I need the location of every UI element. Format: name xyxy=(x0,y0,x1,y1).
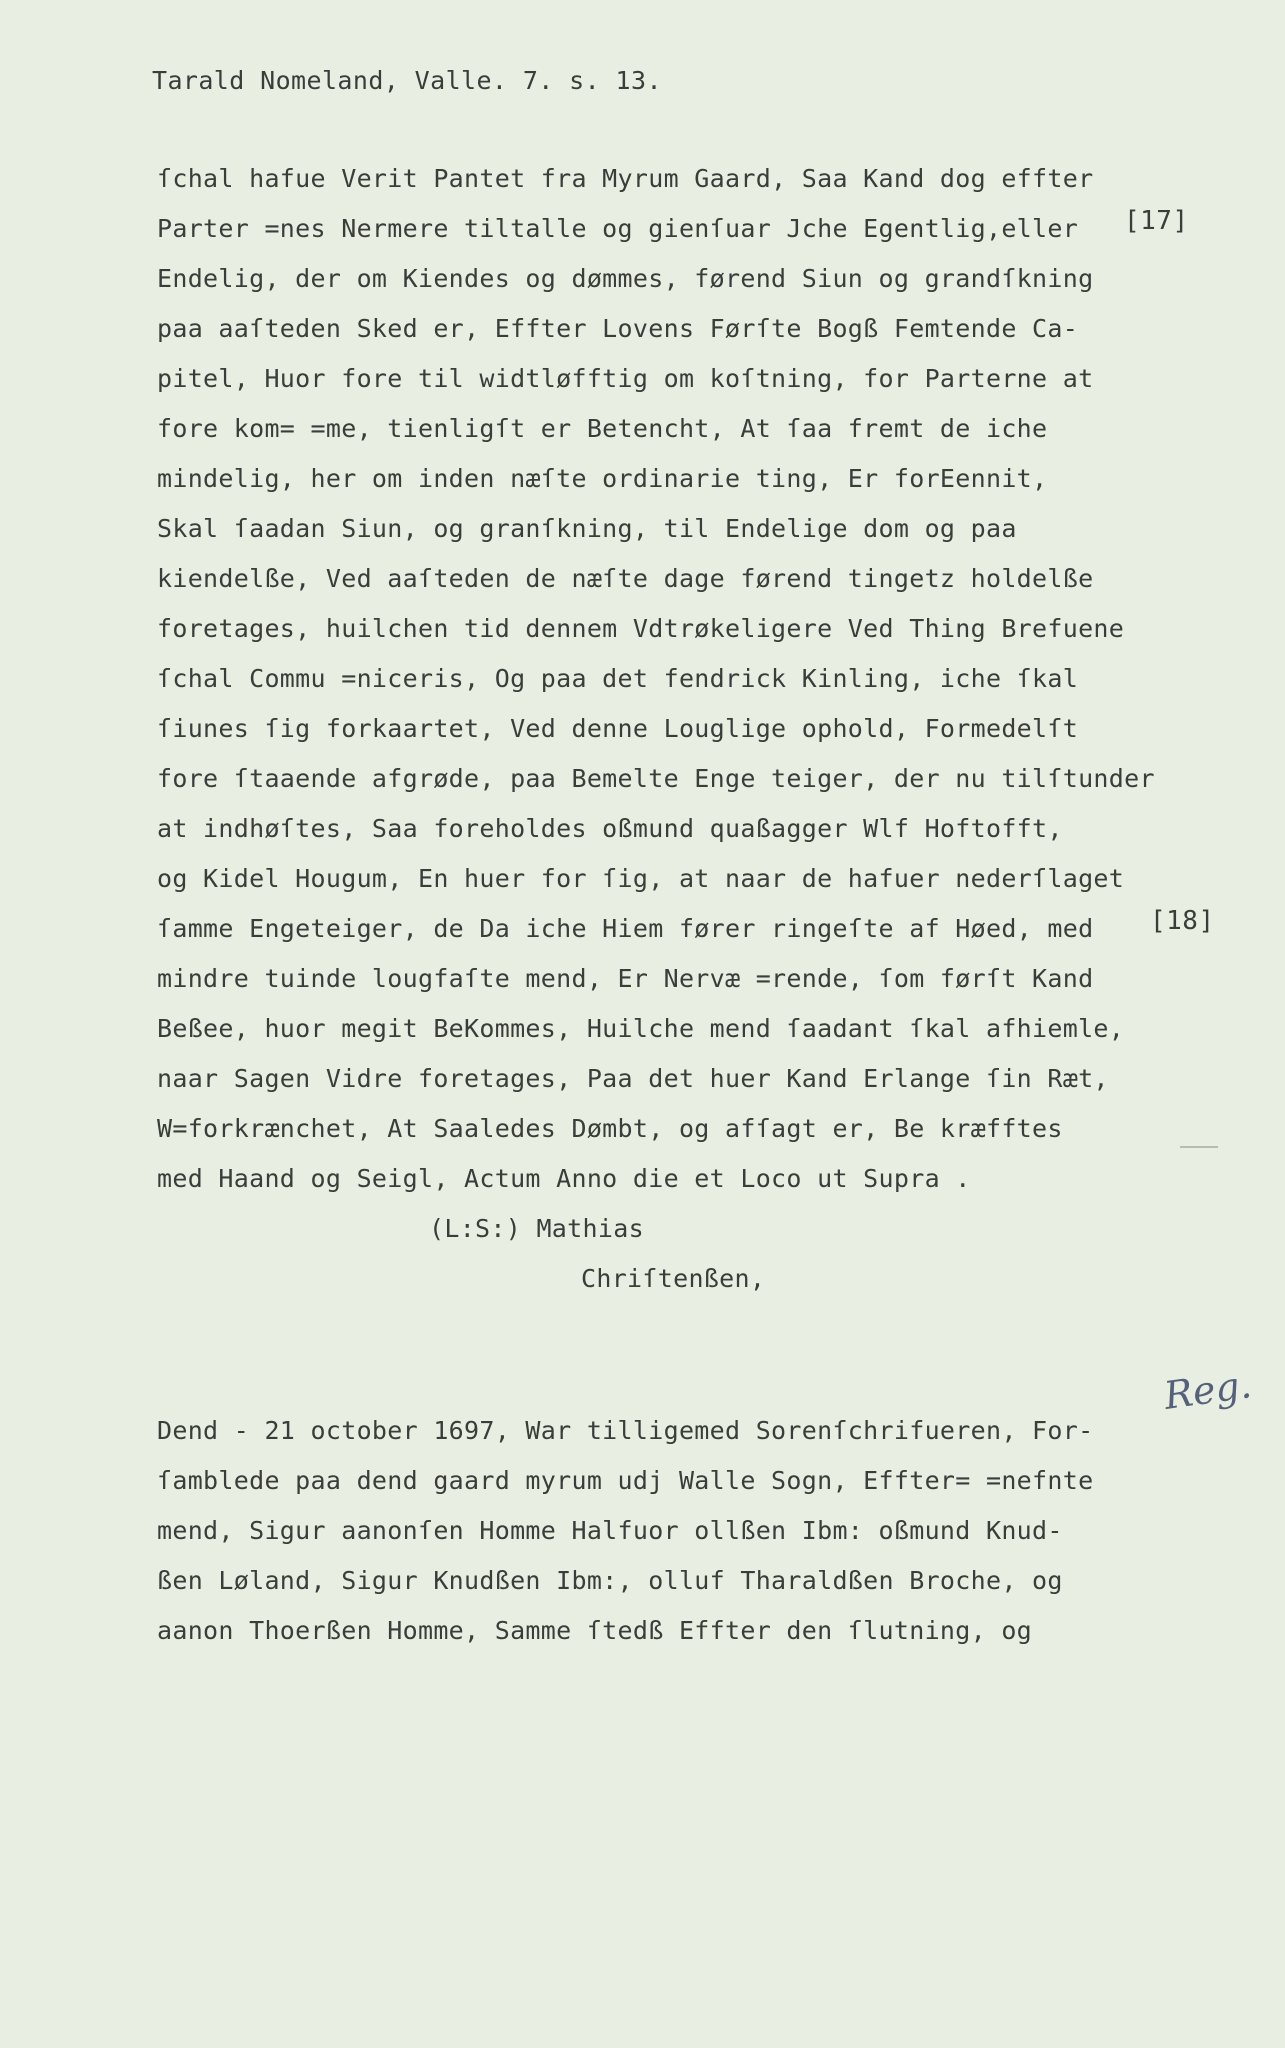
text-line: ſchal Commu =niceris, Og paa det fendrick Kinling, iche ſkal xyxy=(157,664,1079,693)
text-line: kiendelße, Ved aaſteden de næſte dage førend tingetz holdelße xyxy=(157,564,1094,593)
text-line: paa aaſteden Sked er, Effter Lovens Førſte Bogß Femtende Ca- xyxy=(157,314,1079,343)
text-line: ſiunes ſig forkaartet, Ved denne Louglige ophold, Formedelſt xyxy=(157,714,1079,743)
text-line: Endelig, der om Kiendes og dømmes, førend Siun og grandſkning xyxy=(157,264,1094,293)
signature-seal-line: (L:S:) Mathias xyxy=(429,1214,644,1243)
text-line: Parter =nes Nermere tiltalle og gienſuar Jche Egentlig,eller xyxy=(157,214,1079,243)
text-line: ſamblede paa dend gaard myrum udj Walle Sogn, Effter= =nefnte xyxy=(157,1466,1094,1495)
text-line: W=forkrænchet, At Saaledes Dømbt, og afſagt er, Be kræfftes xyxy=(157,1114,1063,1143)
text-line: mindre tuinde lougfaſte mend, Er Nervæ =rende, ſom førſt Kand xyxy=(157,964,1094,993)
text-line: med Haand og Seigl, Actum Anno die et Loco ut Supra . xyxy=(157,1164,971,1193)
text-line: ßen Løland, Sigur Knudßen Ibm:, olluf Tharaldßen Broche, og xyxy=(157,1566,1063,1595)
page-title: Tarald Nomeland, Valle. 7. s. 13. xyxy=(152,66,662,95)
text-line: at indhøſtes, Saa foreholdes oßmund quaßagger Wlf Hoftofft, xyxy=(157,814,1063,843)
text-line: og Kidel Hougum, En huer for ſig, at naar de hafuer nederſlaget xyxy=(157,864,1125,893)
text-line: aanon Thoerßen Homme, Samme ſtedß Effter den ſlutning, og xyxy=(157,1616,1033,1645)
text-line: Beßee, huor megit BeKommes, Huilche mend ſaadant ſkal afhiemle, xyxy=(157,1014,1125,1043)
text-line: ſchal hafue Verit Pantet fra Myrum Gaard, Saa Kand dog effter xyxy=(157,164,1094,193)
text-line: pitel, Huor fore til widtløfftig om koſtning, for Parterne at xyxy=(157,364,1094,393)
margin-dash-mark xyxy=(1180,1146,1218,1148)
text-line: naar Sagen Vidre foretages, Paa det huer Kand Erlange ſin Ræt, xyxy=(157,1064,1109,1093)
text-line: fore ſtaaende afgrøde, paa Bemelte Enge teiger, der nu tilſtunder xyxy=(157,764,1155,793)
text-line: foretages, huilchen tid dennem Vdtrøkeligere Ved Thing Brefuene xyxy=(157,614,1125,643)
paragraph-gap xyxy=(157,1304,1157,1406)
text-line: mend, Sigur aanonſen Homme Halfuor ollßen Ibm: oßmund Knud- xyxy=(157,1516,1063,1545)
text-line: ſamme Engeteiger, de Da iche Hiem fører ringeſte af Høed, med xyxy=(157,914,1094,943)
marginal-page-number-18: [18] xyxy=(1150,906,1215,936)
marginal-page-number-17: [17] xyxy=(1124,206,1189,236)
text-line: mindelig, her om inden næſte ordinarie ting, Er forEennit, xyxy=(157,464,1048,493)
signature-name-line: Chriſtenßen, xyxy=(581,1264,766,1293)
text-line: Skal ſaadan Siun, og granſkning, til Endelige dom og paa xyxy=(157,514,1017,543)
second-entry xyxy=(157,1406,1157,1656)
transcription-body xyxy=(157,154,1157,1656)
text-line: Dend - 21 october 1697, War tilligemed Sorenſchrifueren, For- xyxy=(157,1416,1094,1445)
text-line: fore kom= =me, tienligſt er Betencht, At ſaa fremt de iche xyxy=(157,414,1048,443)
handwritten-note: Reg. xyxy=(1161,1362,1255,1418)
